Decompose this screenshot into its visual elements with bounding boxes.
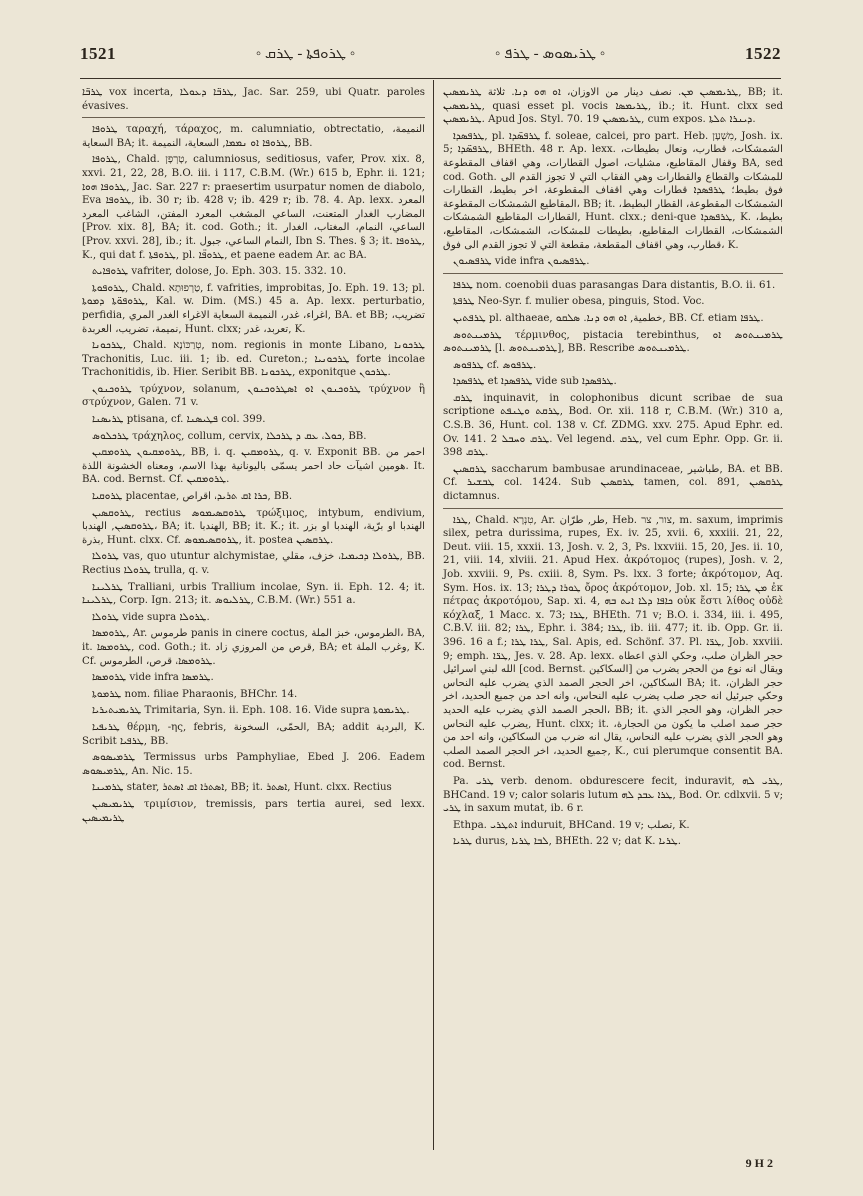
dictionary-entry: ܛܪܘܦܐ ταραχή, τάραχος, m. calumniatio, obtrectatio, النميمة، السعاية BA; it. ܛܪܘܦܐ ܐܘ ܢܡܡܐ, السعاية، النميمة, BB.	[82, 124, 425, 149]
dictionary-entry: ܛܪܐ, Chald. טִנְרָא, Ar. طر, طرّان, Heb. צור, צר, m. saxum, imprimis silex, petra durissima, rupes, Ex. iv. 25, xvii. 6, xxxiii. 21, 22, Deut. viii. 15, xxxii. 13, Josh. v. 2, 3, Ps. lxxviii. 15, 20, Jes. ii. 10, 21, viii. 14, xlviii. 21. Apud Hex. ἀκρότομος (rupes), Josh. v. 2, Job. xxviii. 9, Ps. cxiii. 8, Sym. Ps. lxx. 3 forte; ἀκρότομον, Aq. Sym. Hos. ix. 13; ܛܘܪܐ ܕܛܪܐ ὄρος ἀκρότομον, Job. xl. 15; ܡܢ ܛܪܐ ἐκ πέτρας ἀκροτόμου, Sap. xi. 4, ܟܐܦܐ ܕܠܐ ܐܝܬ ܒܗ οὐκ ἔστι λίθος οὐδὲ κόχλαξ, 1 Macc. x. 73; ܛܪܐ, BHEth. 71 v; B.O. i. 334, iii. i. 495, C.B.V. iii. 82; ܛܪܐ, Ephr. i. 384; ܛܪܐ, ib. iii. 477; it. ib. Opp. Gr. ii. 396. 16 a f.; ܛܪܐ ܛܪܐ, Sal. Apis, ed. Schönf. 37. Pl. ܛܪ̈ܐ, Job. xxviii. 9; emph. ܛܪ̈ܐ, Jes. v. 28. Ap. lexx. حجر الظران صلب، وحكي الذي اعطاه الله لبني اسرائيل [cod. Bernst. السكاكين] ويقال انه نوع من الحجر يضرب من السكاكين، اخر الحجر الصمد الذي يضرب عليه النحاس BA; it. حجر الظران، وحكي جبرئيل انه حجر صلب يضرب عليه النحاس، وانه احد من جميع الحديد، اخر الحجر الصمد الذي يضرب عليه الحديد، BB; it. حجر الظران، وهو الحجر الذي يضرب عليه النحاس, Hunt. clxx; it. حجر صمد اصلب ما يكون من الحجارة، وهو الحجر الذي يضرب عليه النحاس، يقال انه ضرب من السكاكين، وانه احد من جميع الحديد، اخر الحجر الصمد الصلب, K., cui plerumque consentit BA. cod. Bernst.	[443, 514, 784, 771]
entry-separator	[443, 273, 783, 274]
dictionary-entry: ܛܪܘܠܐ vas, quo utuntur alchymistae, ܛܪܘܠܐ ܕܟܝܡܝܐ، خزف، مقلي, BB. Rectius ܛܪܘܠܐ trulla, q. v.	[82, 551, 425, 576]
dictionary-entry: ܛܪܘܡܩܝܘܢ ܛܪܘܡܩܝܢ, BB, i. q. ܛܪܘܡܩܝܢ, q. v. Exponit BB. احمر من هومين اشيآت حاد احمر يسمّى باليونانية بهذا الاسم، ومعناه الخشونة اللذة. It. BA. cod. Bernst. Cf. ܛܪܘܡܩܝܢ.	[82, 447, 426, 486]
right-column	[443, 86, 783, 852]
dictionary-entry: ܛܪܘܡܣܐ, Ar. طرموس panis in cinere coctus, الطرموس، خبز الملة، BA, it. ܛܪܘܡܣܐ, cod. Goth.; it. قرص من المروزي زاد, BA; et وغرب الملة, K. Cf. ܛܪܘܡܣܐ، قرص، الطرموس.	[82, 628, 426, 667]
header-rule	[80, 78, 781, 79]
dictionary-entry: ܛܪܘܦܘܬܐ, Chald. טַרְפוּתָא, f. vafrities, improbitas, Jo. Eph. 19. 13; pl. ܛܪܘܦܘ̈ܬܐ ܕܡܘܬܐ, Kal. w. Dim. (MS.) 45 a. Ap. lexx. perturbatio, perfidia, اغراء، غدر، النميمة السعاية الاغراء الغدر المري, BA. et BB; تضريب، نميمة، تضريب، العربدة, Hunt. clxx; تعربد، غدر, K.	[82, 282, 425, 335]
entry-separator	[443, 508, 783, 509]
dictionary-entry: ܛܪܡܝܢܬܘܣ τέρμινθος, pistacia terebinthus, ܛܪܡܝܢܬܘܣ ܐܘ ܛܪܡܝܢܬܘܣ [l. ܛܪܡܝܢܬܘܣ], BB. Rescribe ܛܪܡܝܢܬܘܣ.	[443, 329, 783, 355]
left-page-number: 1521	[80, 44, 116, 63]
dictionary-entry: ܛܪܘܡܣܐ vide infra ܛܪܡܣܐ.	[92, 672, 214, 684]
dictionary-entry: ܛܪܦܬܐ Neo-Syr. f. mulier obesa, pinguis, Stod. Voc.	[453, 296, 705, 308]
dictionary-entry: ܛܪܦܣܝܘܢ vide infra ܛܪܦܣܝܘܢ.	[453, 256, 590, 268]
dictionary-entry: ܛܪܡܝܢܐ stater, ܐܣܬܪܐ ܐܩ ܐܣܬܪ, BB; it. ܐܣܬܪ, Hunt. clxx. Rectius	[92, 782, 392, 794]
entry-separator	[82, 117, 425, 118]
dictionary-entry: ܛܪܘܦܐܝܬ vafriter, dolose, Jo. Eph. 303. 15. 332. 10.	[92, 266, 347, 278]
dictionary-entry: ܛܪܝܡܝܬܝܪܝܐ Trimitaria, Syn. ii. Eph. 108. 16. Vide supra ܛܪܝܡܘܬܐ.	[92, 705, 410, 717]
dictionary-entry: ܛܪܝܡܝܣܝܢ τριμίσιον, tremissis, pars tertia aurei, sed lexx. ܛܪܝܡܝܣܝܢ	[82, 798, 425, 824]
right-page-number: 1522	[744, 44, 781, 63]
column-divider	[433, 80, 434, 1150]
left-running-headword: ◦ ܛܪܘܦܬܐ - ܛܪܩ ◦	[255, 46, 356, 62]
dictionary-entry: ܛܪܝܦܝܐ θέρμη, -ης, febris, الحمّى، السخونة, BA; addit البردية, K. Scribit ܛܪܦܝܐ, BB.	[82, 721, 425, 747]
dictionary-entry: ܛܪܩܣܝܢ saccharum bambusae arundinaceae, طباشير, BA. et BB. Cf. ܛܒܫܝܪ col. 1424. Sub ܛܪܩܣܝܢ tamen, col. 891, ܛܪܩܣܝܢ dictamnus.	[443, 463, 783, 503]
dictionary-entry: ܛܪܦܬܝܢ pl. althaeae, خطمية, ܐܘ ܗܘ ܕܢܐ. ܣܠܩܘ, BB. Cf. etiam ܛܪܦܐ.	[453, 312, 764, 324]
dictionary-entry: ܛܪܦܣܕܐ et ܛܪܦܣܕܐ vide sub ܛܪܦܣܕܐ.	[453, 376, 617, 388]
dictionary-entry: ܛܪܠܝܢܐ Tralliani, urbis Trallium incolae, Syn. ii. Eph. 12. 4; it. ܛܪܠܝܢܐ, Corp. Ign. 213; it. ܛܪܠܝܘܣ, C.B.M. (Wr.) 551 a.	[82, 581, 425, 607]
dictionary-entry: ܛܪܡܘܬܐ nom. filiae Pharaonis, BHChr. 14.	[92, 688, 298, 700]
dictionary-entry: ܛܪܡܝܣܘܣ Termissus urbs Pamphyliae, Ebed J. 206. Eadem ܛܪܡܝܣܘܣ, An. Nic. 15.	[82, 752, 425, 777]
right-running-headword: ◦ ܛܪܝܣܘܣ - ܛܪܦ ◦	[494, 46, 606, 62]
dictionary-entry: ܛܪܝܣܢܐ ptisana, cf. ܦܛܝܣܢܐ col. 399.	[92, 414, 266, 426]
dictionary-entry: ܛܪܝܡܣܝܢ ܡܢ. نصف دينار من الاوزان، ܐܘ ܗܘ ܕܢܐ. ثلاثة ܛܪܝܡܣܝܢ, BB; it. ܛܪܝܡܣܝܢ, quasi esset pl. vocis ܛܪܝܡܣܐ, ib.; it. Hunt. clxx sed ܛܪܝܡܣܝܢ. Apud Jos. Styl. 70. 19 ܛܪܝܡܣܝܢ, cum expos. ܕܝܢܪܐ ܬܠܬܐ.	[443, 87, 783, 126]
dictionary-entry: Pa. ܛܪܝ verb. denom. obdurescere fecit, induravit, ܛܪܝ ܠܗ, BHCand. 19 v; calor solaris lutum ܛܪܐ ܥܒܕ ܠܗ, Bod. Or. cdlxvii. 5 v; ܛܪܝ in saxum mutat, ib. 6 r.	[443, 775, 784, 815]
dictionary-entry: Ethpa. ܐܬܛܪܝ induruit, BHCand. 19 v; تصلب, K.	[453, 819, 690, 831]
dictionary-entry: ܛܪܒ̈ܐ vox incerta, ܛܪܒ̈ܐ ܕܥܘܠܐ, Jac. Sar. 259, ubi Quatr. paroles évasives.	[82, 87, 425, 112]
dictionary-entry: ܛܪܘܠܐ vide supra ܛܪܘܠܐ.	[92, 611, 210, 623]
dictionary-entry: ܛܪܩ inquinavit, in colophonibus dicunt scribae de sua scriptione ܛܪܩܬ ܘܛܢܦܬ, Bod. Or. xii. 118 r, C.B.M. (Wr.) 310 a, C.S.B. 36, Hunt. col. 138 v. Cf. ZDMG. xxv. 275. Apud Ephr. ed. Ov. 141. 2 ܛܪܩ ܘܚܒܠ. Vel legend. ܛܪܩ, vel cum Ephr. Opp. Gr. ii. 398 ܛܪܩ.	[443, 392, 783, 459]
dictionary-entry: ܛܪܘܦܐ, Chald. טָרְפָן, calumniosus, seditiosus, vafer, Prov. xix. 8, xxvi. 21, 22, 28, B.O. iii. i 117, C.B.M. (Wr.) 615 b, Ephr. ii. 121; ܛܪܘܦܐ ܗܘܐ, Jac. Sar. 227 r: praesertim usurpatur nomen de diabolo, Eva ܛܪܘܦܐ, ib. 30 r; ib. 428 v; ib. 429 r; ib. 78. 4. Ap. lexx. المعرد المضارب الغدار المتعنت، الساعي المشغب المعرد المفتن، الشاغب المعرد [Prov. xix. 8], BA; it. cod. Goth.; it. الساعي، النمام، المغتاب، الغدار [Prov. xxvi. 28], ib.; it. النمام الساعي، جبول, Ibn S. Thes. § 3; it. ܛܪܘܦܐ, K., qui dat f. ܛܪܘܦܬܐ, pl. ܛܪܘܦ̈ܐ, et paene eadem Ar. ac BA.	[82, 154, 425, 261]
dictionary-entry: ܛܪܦܘܣ cf. ܛܪܦܘܣ.	[453, 359, 537, 371]
dictionary-entry: ܛܪܦܣܕܐ, pl. ܛܪܦܣ̈ܕܐ f. soleae, calcei, pro part. Heb. מִשְׁעָן, Josh. ix. 5; ܛܪܦܣ̈ܕܐ, BHEth. 48 r. Ap. lexx. الشمشكات، قطارب، ونعال بطيطات، وقفال المقاطيع، مشليات، اصول القطارات، وهي اقفاف المقطوعة BA, sed cod. Goth. للمشكات والقطاع والقطارات وهي الفقاب التي لا تجوز القدم الى فوق بطيط؛ ܛܪܦܣܕܐ قطارات وهي اقفاف المقطوعة، اخر بطيط، القطارات المقاطيع الشمشكات المقطوعة، BB; it. الشمشكات المقطوعة، القطار البطيط، القطارات المقاطيع الشمشكات, Hunt. clxx.; deni-que ܛܪܦܣܕܐ, K. بطيط، الشمشكات، القطارات المقاطيع، بطيطات للمشكات، الشمشكات، المقاطيع، قطارب، وهي اقفاف المقطعة، مقطعة التي لا تجوز القدم الى فوق، K.	[443, 130, 784, 251]
dictionary-entry: ܛܪܘܩܝܐ placentae, ܟܪܐ ܐܩ ܬܪܝܕ، اقراص, BB.	[92, 491, 293, 503]
signature-mark: 9 H 2	[745, 1156, 773, 1170]
left-column	[82, 86, 425, 828]
dictionary-entry: ܛܪܦܐ nom. coenobii duas parasangas Dara distantis, B.O. ii. 61.	[453, 279, 776, 291]
dictionary-entry: ܛܪܟܠܘܣ τράχηλος, collum, cervix, ܟܘܠ، ܥܩ ܕ ܛܪܟܠܐ, BB.	[92, 430, 367, 442]
page-header	[80, 40, 781, 68]
dictionary-entry: ܛܪܝܐ durus, ܠܒܐ ܛܪܝܐ, BHEth. 22 v; dat K. ܛܪܝܐ.	[453, 836, 682, 848]
dictionary-entry: ܛܪܟܘܢܐ, Chald. טְרַכּוֹנָא, nom. regionis in monte Libano, ܛܪܟܘܢܐ Trachonitis, Luc. iii. 1; ib. ed. Cureton.; ܛܪܟܘܢܝܐ forte incolae Trachonitidis, ib. Hier. Seribit BB. ܛܪܟܘܢܐ, exponitque ܛܪܟܘܢ.	[82, 340, 425, 379]
dictionary-entry: ܛܪܘܩܣܝܢ, rectius ܛܪܘܩܣܝܡܘܣ τρώξιμος, intybum, endivium, ܛܪܘܩܣܝܢ, الهندبا، BA; it. الهندبا, BB; it. K.; it. الهندبا او برّية، الهندبا او بزر بذرة, Hunt. clxx. Cf. ܛܪܘܩܣܝܡܘܣ, it. postea ܛܪܩܣܝܢ.	[82, 507, 425, 546]
dictionary-entry: ܛܪܘܟܢܘܢ τρύχνον, solanum, ܛܪܘܟܢܘܢ ܐܘ ܐܣܛܪܘܟܢܘܢ τρύχνον ἢ στρύχνον, Galen. 71 v.	[82, 383, 425, 409]
